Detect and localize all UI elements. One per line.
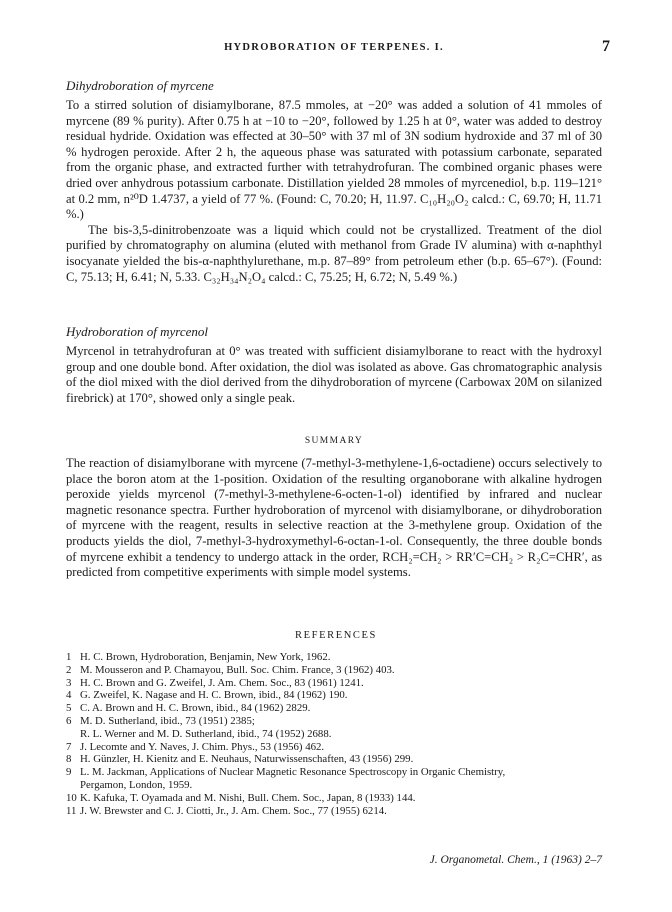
reference-number: 6 [66,714,72,727]
reference-item [66,805,606,818]
reference-text: H. C. Brown, Hydroboration, Benjamin, New York, 1962. [80,651,331,663]
journal-citation-footer: J. Organometal. Chem., 1 (1963) 2–7 [429,854,602,866]
reference-item [66,753,606,766]
reference-number: 8 [66,753,72,766]
reference-item [66,792,606,805]
reference-number: 9 [66,766,72,779]
reference-text: L. M. Jackman, Applications of Nuclear Magnetic Resonance Spectroscopy in Organic Chemistry, [80,766,506,779]
reference-item [66,702,606,715]
references-heading: REFERENCES [295,630,377,641]
section-references [66,630,606,817]
reference-text-group [80,715,606,741]
reference-text: J. Lecomte and Y. Naves, J. Chim. Phys., 53 (1956) 462. [80,740,325,753]
reference-text: C. A. Brown and H. C. Brown, ibid., 84 (1962) 2829. [80,702,311,715]
summary-heading: SUMMARY [304,436,364,446]
paragraph-dinitrobenzoate: The bis-3,5-dinitrobenzoate was a liquid which could not be crystallized. Treatment of the diol purified by chromatography on alumina (eluted with methanol from Grade IV alumina) with α-naphthyl isocyanate yielded the bis-α-naphthylurethane, m.p. 87–89° from petroleum ether (b.p. 65–67°). (Found: C, 75.13; H, 6.41; N, 5.33. C₃₂H₃₄N₂O₄ calcd.: C, 75.25; H, 6.72; N, 5.49 %.) [66,222,602,284]
reference-text-continued: R. L. Werner and M. D. Sutherland, ibid., 74 (1952) 2688. [80,727,332,740]
reference-item [66,664,606,677]
reference-text: H. Günzler, H. Kienitz and E. Neuhaus, Naturwissenschaften, 43 (1956) 299. [80,753,414,766]
summary-text: The reaction of disiamylborane with myrcene (7-methyl-3-methylene-1,6-octadiene) occurs selectively to place the boron atom at the 1-position. Oxidation of the resulting organoborane with alkaline hydrogen peroxide yields myrcenol (7-methyl-3-methylene-6-octen-1-ol) identified by infrared and nuclear magnetic resonance spectra. Further hydroboration of myrcenol with disiamylborane, or dihydroboration of myrcene with the reagent, results in selective reaction at the 3-methylene group. Oxidation of the products yields the diol, 7-methyl-3-hydroxymethyl-6-octan-1-ol. Consequently, the three double bonds of myrcene exhibit a tendency to undergo attack in the order, RCH₂=CH₂ > RR′C=CH₂ > R₂C=CHR′, as predicted from competitive experiments with simple model systems. [66,456,602,580]
reference-item [66,651,606,664]
reference-text: K. Kafuka, T. Oyamada and M. Nishi, Bull. Chem. Soc., Japan, 8 (1933) 144. [80,791,416,804]
reference-text-continued: Pergamon, London, 1959. [80,778,193,791]
reference-item [66,766,606,792]
reference-text-group [80,766,606,792]
reference-number: 7 [66,740,72,753]
section-dihydroboration [66,78,602,285]
running-header [66,38,610,58]
reference-number: 3 [66,676,72,689]
reference-text: G. Zweifel, K. Nagase and H. C. Brown, ibid., 84 (1962) 190. [80,689,348,702]
paragraph-myrcenol-procedure: Myrcenol in tetrahydrofuran at 0° was treated with sufficient disiamylborane to react with the hydroxyl group and one double bond. After oxidation, the diol was isolated as above. Gas chromatographic analysis of the diol mixed with the diol derived from the dihydroboration of myrcene (Carbowax 20M on silanized firebrick) at 170°, showed only a single peak. [66,344,602,405]
reference-text: H. C. Brown and G. Zweifel, J. Am. Chem. Soc., 83 (1961) 1241. [80,676,364,689]
reference-number: 10 [66,791,77,804]
reference-text: M. Mousseron and P. Chamayou, Bull. Soc. Chim. France, 3 (1962) 403. [80,663,395,676]
references-list [66,651,606,817]
section-heading-myrcenol: Hydroboration of myrcenol [66,324,209,339]
reference-number: 2 [66,663,72,676]
reference-number: 5 [66,702,72,715]
reference-text: M. D. Sutherland, ibid., 73 (1951) 2385; [80,714,255,727]
section-heading-dihydroboration: Dihydroboration of myrcene [66,78,214,93]
reference-number: 4 [66,689,72,702]
page-number: 7 [602,38,610,55]
paragraph-dihydroboration-procedure: To a stirred solution of disiamylborane, 87.5 mmoles, at −20° was added a solution of 41 mmoles of myrcene (89 % purity). After 0.75 h at −10 to −20°, followed by 1.25 h at 0°, water was added to destroy residual hydride. Oxidation was effected at 30–50° with 37 ml of 3N sodium hydroxide and 37 ml of 30 % hydrogen peroxide. After 2 h, the aqueous phase was saturated with potassium carbonate, separated from the organic phase, and extracted further with tetrahydrofuran. The combined organic phases were dried over anhydrous potassium carbonate. Distillation yielded 28 mmoles of myrcenediol, b.p. 119–121° at 0.2 mm, n²⁰D 1.4737, a yield of 77 %. (Found: C, 70.20; H, 11.97. C₁₀H₂₀O₂ calcd.: C, 69.70; H, 11.71 %.) [66,98,602,222]
reference-item [66,677,606,690]
reference-number: 1 [66,651,72,663]
reference-item [66,741,606,754]
reference-number: 11 [66,804,77,817]
running-title: HYDROBORATION OF TERPENES. I. [224,42,444,53]
reference-item [66,715,606,741]
section-summary [66,436,602,581]
reference-item [66,689,606,702]
reference-text: J. W. Brewster and C. J. Ciotti, Jr., J. Am. Chem. Soc., 77 (1955) 6214. [80,804,387,817]
section-myrcenol [66,324,602,406]
